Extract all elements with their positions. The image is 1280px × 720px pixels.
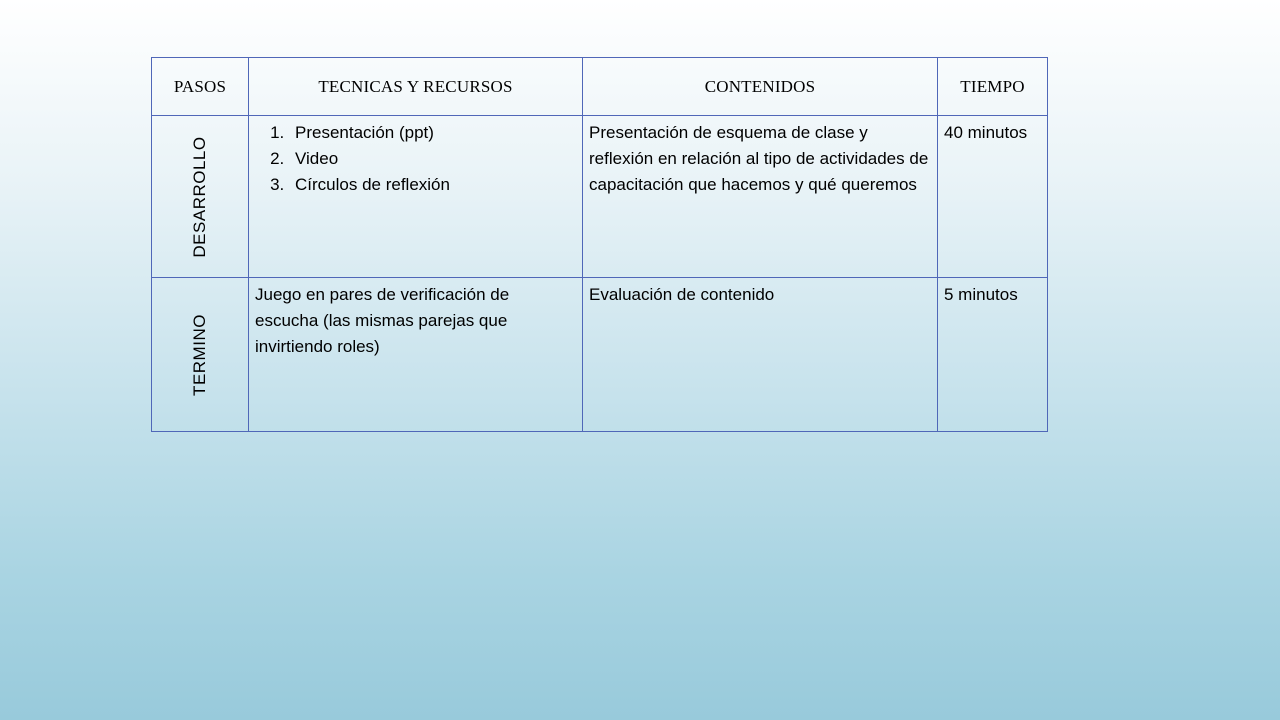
resources-list [249, 116, 582, 198]
contents-cell [583, 116, 938, 278]
table-row [152, 278, 1048, 432]
time-text: 5 minutos [944, 285, 1018, 304]
resources-cell [249, 116, 583, 278]
list-item: 3. Círculos de reflexión [289, 172, 576, 198]
time-cell [938, 278, 1048, 432]
time-cell [938, 116, 1048, 278]
header-pasos: PASOS [152, 58, 249, 116]
header-contenidos: CONTENIDOS [583, 58, 938, 116]
step-cell-termino [152, 278, 249, 432]
table-row [152, 116, 1048, 278]
activity-plan-table [151, 57, 1048, 432]
step-label: DESARROLLO [190, 135, 209, 258]
contents-text: Presentación de esquema de clase y reflexión en relación al tipo de actividades de capacitación que hacemos y qué queremos [589, 123, 929, 194]
list-item: 2. Video [289, 146, 576, 172]
time-text: 40 minutos [944, 123, 1028, 142]
contents-cell [583, 278, 938, 432]
resources-text: Juego en pares de verificación de escucha (las mismas parejas que invirtiendo roles) [255, 285, 510, 356]
table-header-row [152, 58, 1048, 116]
step-cell-desarrollo [152, 116, 249, 278]
resources-cell [249, 278, 583, 432]
header-tiempo: TIEMPO [938, 58, 1048, 116]
contents-text: Evaluación de contenido [589, 285, 775, 304]
header-tecnicas-recursos: TECNICAS Y RECURSOS [249, 58, 583, 116]
step-label: TERMINO [190, 313, 209, 396]
list-item: 1. Presentación (ppt) [289, 120, 576, 146]
